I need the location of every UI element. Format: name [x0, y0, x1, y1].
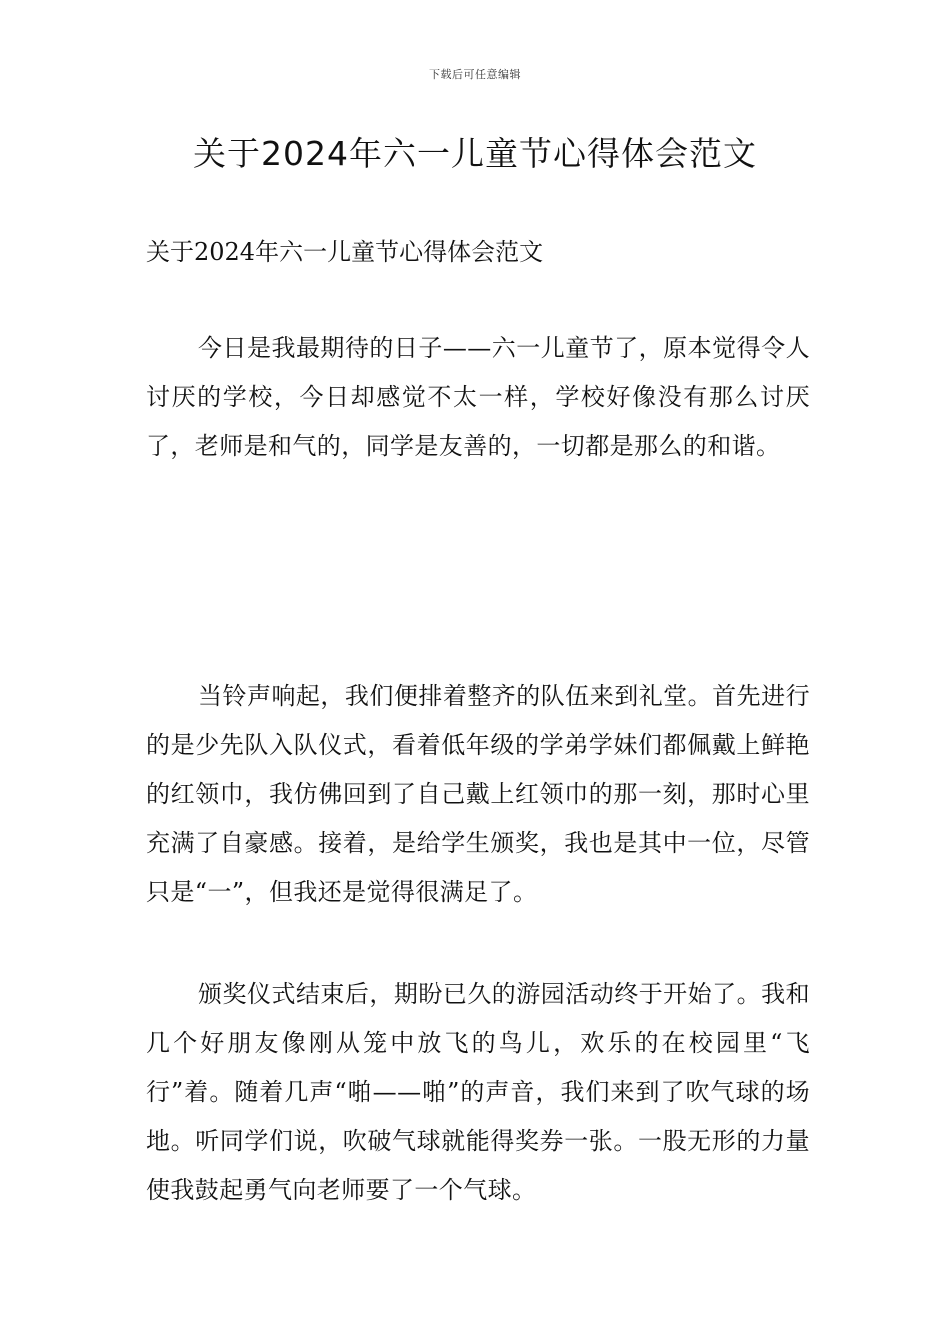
- paragraph-2: 当铃声响起，我们便排着整齐的队伍来到礼堂。首先进行的是少先队入队仪式，看着低年级的学弟学妹们都佩戴上鲜艳的红领巾，我仿佛回到了自己戴上红领巾的那一刻，那时心里充满了自豪感。接着，是给学生颁奖，我也是其中一位，尽管只是“一”，但我还是觉得很满足了。: [146, 682, 810, 906]
- document-title: 关于2024年六一儿童节心得体会范文: [193, 134, 757, 173]
- document-subtitle: 关于2024年六一儿童节心得体会范文: [146, 238, 544, 266]
- header-note: 下载后可任意编辑: [429, 68, 521, 81]
- paragraph-1: 今日是我最期待的日子——六一儿童节了，原本觉得令人讨厌的学校，今日却感觉不太一样，学校好像没有那么讨厌了，老师是和气的，同学是友善的，一切都是那么的和谐。: [146, 334, 810, 460]
- paragraph-3: 颁奖仪式结束后，期盼已久的游园活动终于开始了。我和几个好朋友像刚从笼中放飞的鸟儿，欢乐的在校园里“飞行”着。随着几声“啪——啪”的声音，我们来到了吹气球的场地。听同学们说，吹破气球就能得奖券一张。一股无形的力量使我鼓起勇气向老师要了一个气球。: [146, 980, 810, 1204]
